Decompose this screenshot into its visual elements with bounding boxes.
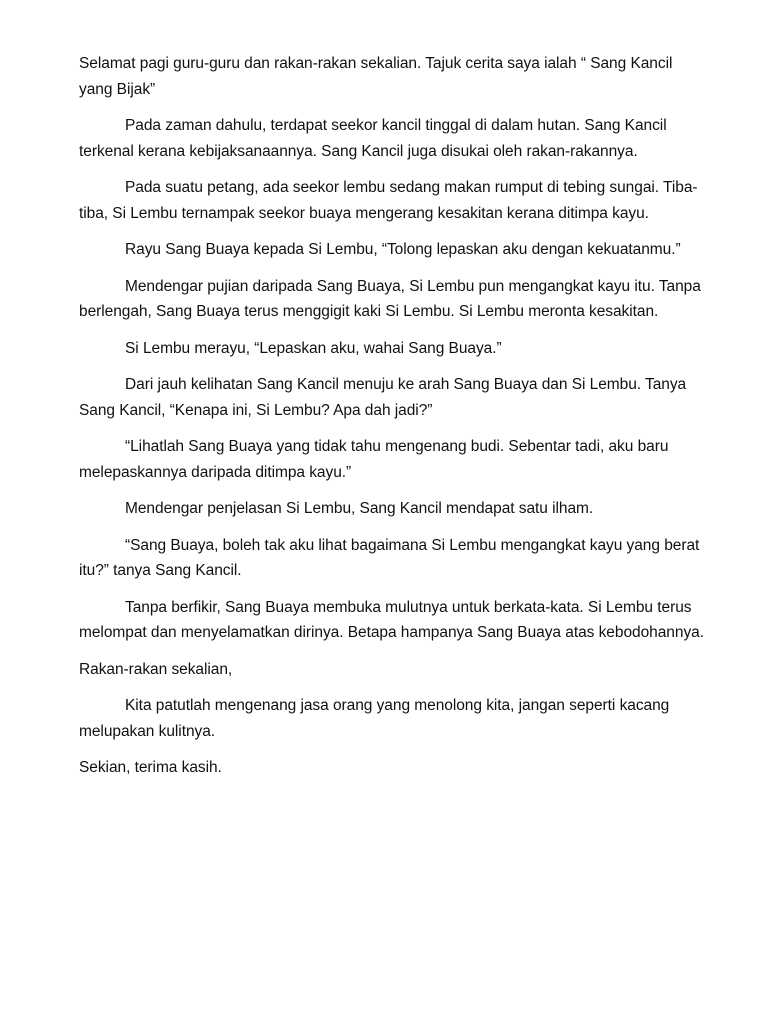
paragraph: Tanpa berfikir, Sang Buaya membuka mulutnya untuk berkata-kata. Si Lembu terus melompat dan menyelamatkan dirinya. Betapa hampanya Sang Buaya atas kebodohannya. [79,598,704,641]
paragraph: Pada zaman dahulu, terdapat seekor kancil tinggal di dalam hutan. Sang Kancil terkenal kerana kebijaksanaannya. Sang Kancil juga disukai oleh rakan-rakannya. [79,117,667,160]
paragraph-moral: Kita patutlah mengenang jasa orang yang menolong kita, jangan seperti kacang melupakan kulitnya. [79,697,670,740]
paragraph: “Lihatlah Sang Buaya yang tidak tahu mengenang budi. Sebentar tadi, aku baru melepaskannya daripada ditimpa kayu.” [79,438,669,481]
paragraph: Dari jauh kelihatan Sang Kancil menuju ke arah Sang Buaya dan Si Lembu. Tanya Sang Kancil, “Kenapa ini, Si Lembu? Apa dah jadi?” [79,376,687,419]
paragraph: Pada suatu petang, ada seekor lembu sedang makan rumput di tebing sungai. Tiba-tiba, Si Lembu ternampak seekor buaya mengerang kesakitan kerana ditimpa kayu. [79,179,698,222]
paragraph: Rayu Sang Buaya kepada Si Lembu, “Tolong lepaskan aku dengan kekuatanmu.” [125,241,681,258]
paragraph-address: Rakan-rakan sekalian, [79,660,233,678]
paragraph: “Sang Buaya, boleh tak aku lihat bagaimana Si Lembu mengangkat kayu yang berat itu?” tanya Sang Kancil. [79,536,700,579]
paragraph: Mendengar pujian daripada Sang Buaya, Si Lembu pun mengangkat kayu itu. Tanpa berlengah, Sang Buaya terus menggigit kaki Si Lembu. Si Lembu meronta kesakitan. [79,277,701,320]
paragraph-closing: Sekian, terima kasih. [79,759,222,776]
paragraph-greeting: Selamat pagi guru-guru dan rakan-rakan sekalian. Tajuk cerita saya ialah “ Sang Kancil yang Bijak” [79,55,673,98]
paragraph: Si Lembu merayu, “Lepaskan aku, wahai Sang Buaya.” [125,339,502,357]
paragraph: Mendengar penjelasan Si Lembu, Sang Kancil mendapat satu ilham. [125,500,594,517]
